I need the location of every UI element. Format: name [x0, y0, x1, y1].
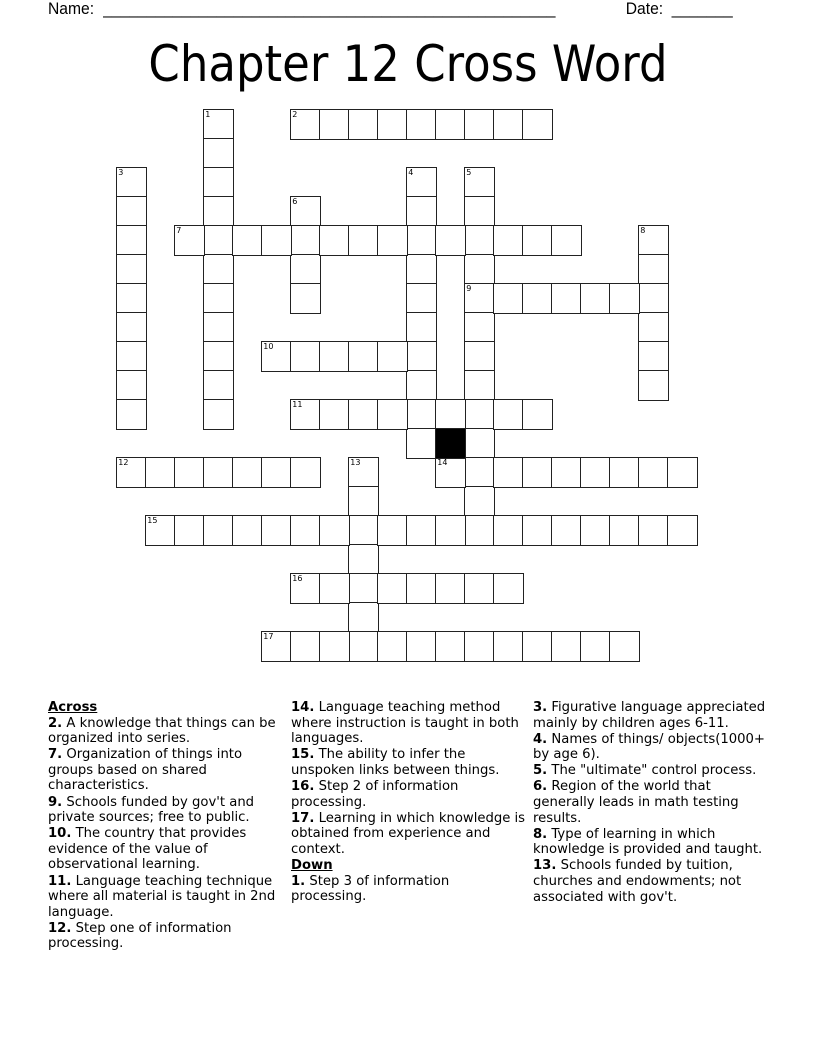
grid-cell[interactable]	[609, 283, 640, 314]
grid-cell[interactable]	[464, 457, 495, 488]
grid-cell[interactable]	[435, 109, 466, 140]
grid-cell[interactable]	[638, 515, 669, 546]
grid-cell[interactable]	[290, 515, 321, 546]
grid-cell[interactable]	[203, 109, 234, 140]
grid-cell[interactable]	[290, 254, 321, 285]
grid-cell[interactable]	[377, 573, 408, 604]
grid-cell[interactable]	[551, 283, 582, 314]
grid-cell[interactable]	[377, 109, 408, 140]
grid-cell[interactable]	[435, 457, 466, 488]
grid-cell[interactable]	[406, 515, 437, 546]
grid-cell[interactable]	[319, 225, 350, 256]
grid-cell[interactable]	[145, 515, 176, 546]
clue-down-5: 5. The "ultimate" control process.	[533, 763, 757, 779]
grid-cell[interactable]	[116, 457, 147, 488]
grid-cell[interactable]	[464, 515, 495, 546]
grid-cell[interactable]	[406, 109, 437, 140]
grid-cell[interactable]	[464, 283, 495, 314]
grid-cell[interactable]	[203, 254, 234, 285]
grid-cell[interactable]	[406, 167, 437, 198]
grid-cell[interactable]	[522, 225, 553, 256]
clue-across-16: 16. Step 2 of information processing.	[291, 778, 459, 810]
grid-cell[interactable]	[406, 341, 437, 372]
grid-cell[interactable]	[232, 225, 263, 256]
grid-cell[interactable]	[203, 196, 234, 227]
clue-down-8: 8. Type of learning in which knowledge is provided and taught.	[533, 826, 763, 858]
grid-cell[interactable]	[232, 457, 263, 488]
grid-cell[interactable]	[348, 225, 379, 256]
grid-cell[interactable]	[609, 631, 640, 662]
clue-across-2: 2. A knowledge that things can be organized into series.	[48, 715, 276, 747]
cell-number: 9	[466, 284, 472, 294]
grid-cell[interactable]	[551, 225, 582, 256]
grid-cell[interactable]	[203, 312, 234, 343]
clue-down-3: 3. Figurative language appreciated mainly by children ages 6-11.	[533, 700, 766, 731]
grid-cell[interactable]	[464, 109, 495, 140]
date-field[interactable]: _______	[671, 0, 733, 18]
cell-number: 6	[292, 197, 298, 207]
name-field[interactable]: ____________________________________________________	[103, 0, 556, 18]
clue-across-15: 15. The ability to infer the unspoken links between things.	[291, 747, 500, 778]
grid-cell[interactable]	[348, 573, 379, 604]
grid-cell[interactable]	[493, 457, 524, 488]
grid-cell[interactable]	[464, 341, 495, 372]
grid-cell[interactable]	[261, 225, 292, 256]
clue-across-7: 7. Organization of things into groups based on shared characteristics.	[48, 747, 243, 794]
grid-cell[interactable]	[348, 515, 379, 546]
grid-cell[interactable]	[435, 515, 466, 546]
grid-cell[interactable]	[116, 254, 147, 285]
grid-cell[interactable]	[203, 370, 234, 401]
grid-cell[interactable]	[203, 167, 234, 198]
grid-cell[interactable]	[464, 254, 495, 285]
grid-cell[interactable]	[464, 428, 495, 459]
grid-cell[interactable]	[522, 399, 553, 430]
grid-cell[interactable]	[203, 138, 234, 169]
grid-cell[interactable]	[319, 399, 350, 430]
grid-cell[interactable]	[116, 341, 147, 372]
grid-cell[interactable]	[638, 283, 669, 314]
cell-number: 4	[408, 168, 414, 178]
grid-cell[interactable]	[290, 631, 321, 662]
grid-cell[interactable]	[638, 341, 669, 372]
grid-cell[interactable]	[406, 428, 437, 459]
down-heading: Down	[291, 857, 333, 873]
grid-cell[interactable]	[493, 631, 524, 662]
date-label: Date:	[625, 0, 664, 18]
grid-cell[interactable]	[493, 225, 524, 256]
grid-cell[interactable]	[580, 631, 611, 662]
grid-cell[interactable]	[116, 167, 147, 198]
grid-cell[interactable]	[348, 457, 379, 488]
grid-cell[interactable]	[203, 283, 234, 314]
grid-cell[interactable]	[203, 341, 234, 372]
cell-number: 16	[292, 574, 303, 584]
grid-cell[interactable]	[522, 457, 553, 488]
grid-cell[interactable]	[464, 573, 495, 604]
grid-cell[interactable]	[290, 109, 321, 140]
grid-cell[interactable]	[522, 631, 553, 662]
grid-cell[interactable]	[638, 225, 669, 256]
grid-cell[interactable]	[609, 457, 640, 488]
grid-cell[interactable]	[551, 457, 582, 488]
grid-cell[interactable]	[522, 515, 553, 546]
grid-cell[interactable]	[667, 515, 698, 546]
grid-cell[interactable]	[290, 573, 321, 604]
cell-number: 14	[437, 458, 448, 468]
grid-cell[interactable]	[203, 399, 234, 430]
grid-cell[interactable]	[174, 515, 205, 546]
grid-cell[interactable]	[377, 225, 408, 256]
grid-cell[interactable]	[406, 631, 437, 662]
clue-across-9: 9. Schools funded by gov't and private sources; free to public.	[48, 794, 255, 826]
grid-cell[interactable]	[464, 196, 495, 227]
grid-cell[interactable]	[580, 515, 611, 546]
grid-cell[interactable]	[116, 225, 147, 256]
grid-cell[interactable]	[551, 515, 582, 546]
grid-cell[interactable]	[435, 573, 466, 604]
grid-cell[interactable]	[232, 515, 263, 546]
grid-cell[interactable]	[493, 109, 524, 140]
grid-cell[interactable]	[319, 515, 350, 546]
grid-cell[interactable]	[319, 573, 350, 604]
cell-number: 10	[263, 342, 274, 352]
name-label: Name:	[48, 0, 95, 18]
grid-cell[interactable]	[435, 225, 466, 256]
grid-cell[interactable]	[116, 196, 147, 227]
cell-number: 15	[147, 516, 158, 526]
cell-number: 8	[640, 226, 646, 236]
cell-number: 7	[176, 226, 182, 236]
grid-cell[interactable]	[406, 283, 437, 314]
grid-cell[interactable]	[348, 486, 379, 517]
grid-cell[interactable]	[377, 631, 408, 662]
clues-column-2	[291, 700, 526, 905]
grid-cell[interactable]	[290, 457, 321, 488]
grid-cell[interactable]	[319, 631, 350, 662]
grid-cell[interactable]	[406, 196, 437, 227]
grid-cell[interactable]	[464, 399, 495, 430]
grid-cell[interactable]	[435, 631, 466, 662]
grid-cell[interactable]	[290, 341, 321, 372]
grid-cell[interactable]	[609, 515, 640, 546]
cell-number: 3	[118, 168, 124, 178]
grid-cell[interactable]	[406, 312, 437, 343]
grid-cell[interactable]	[406, 225, 437, 256]
grid-cell[interactable]	[464, 225, 495, 256]
clues-column-3	[533, 700, 768, 906]
grid-cell[interactable]	[290, 225, 321, 256]
grid-cell[interactable]	[638, 254, 669, 285]
grid-cell[interactable]	[464, 167, 495, 198]
grid-cell[interactable]	[377, 399, 408, 430]
grid-cell[interactable]	[377, 515, 408, 546]
cell-number: 12	[118, 458, 129, 468]
cell-number: 11	[292, 400, 303, 410]
grid-cell[interactable]	[116, 283, 147, 314]
grid-cell[interactable]	[580, 457, 611, 488]
cell-number: 1	[205, 110, 211, 120]
across-heading: Across	[48, 700, 98, 715]
clue-down-1: 1. Step 3 of information processing.	[291, 873, 450, 905]
clue-down-6: 6. Region of the world that generally leads in math testing results.	[533, 779, 739, 826]
grid-cell[interactable]	[116, 399, 147, 430]
grid-cell[interactable]	[406, 370, 437, 401]
grid-cell[interactable]	[348, 602, 379, 633]
grid-cell[interactable]	[522, 109, 553, 140]
clue-across-12: 12. Step one of information processing.	[48, 920, 232, 952]
grid-cell[interactable]	[319, 109, 350, 140]
grid-cell[interactable]	[261, 457, 292, 488]
grid-cell[interactable]	[406, 254, 437, 285]
grid-cell[interactable]	[638, 312, 669, 343]
grid-cell[interactable]	[290, 399, 321, 430]
grid-cell[interactable]	[667, 457, 698, 488]
grid-cell[interactable]	[203, 457, 234, 488]
grid-cell[interactable]	[348, 544, 379, 575]
clue-down-13: 13. Schools funded by tuition, churches and endowments; not associated with gov't.	[533, 858, 742, 905]
clues-column-1	[48, 700, 283, 953]
clue-down-4: 4. Names of things/ objects(1000+ by age 6).	[533, 731, 765, 763]
grid-cell[interactable]	[261, 631, 292, 662]
grid-cell[interactable]	[290, 283, 321, 314]
grid-cell[interactable]	[319, 341, 350, 372]
grid-cell[interactable]	[116, 370, 147, 401]
clue-across-17: 17. Learning in which knowledge is obtained from experience and context.	[291, 810, 526, 857]
grid-cell[interactable]	[203, 225, 234, 256]
clue-across-11: 11. Language teaching technique where all material is taught in 2nd language.	[48, 873, 276, 920]
black-cell	[435, 428, 466, 459]
grid-cell[interactable]	[406, 399, 437, 430]
grid-cell[interactable]	[261, 515, 292, 546]
grid-cell[interactable]	[406, 573, 437, 604]
grid-cell[interactable]	[348, 631, 379, 662]
clue-across-10: 10. The country that provides evidence of the value of observational learning.	[48, 826, 247, 873]
grid-cell[interactable]	[580, 283, 611, 314]
grid-cell[interactable]	[464, 631, 495, 662]
grid-cell[interactable]	[174, 225, 205, 256]
grid-cell[interactable]	[493, 399, 524, 430]
grid-cell[interactable]	[348, 109, 379, 140]
cell-number: 2	[292, 110, 298, 120]
page-title: Chapter 12 Cross Word	[148, 35, 668, 93]
grid-cell[interactable]	[174, 457, 205, 488]
grid-cell[interactable]	[493, 283, 524, 314]
grid-cell[interactable]	[464, 486, 495, 517]
grid-cell[interactable]	[464, 312, 495, 343]
grid-cell[interactable]	[116, 312, 147, 343]
grid-cell[interactable]	[493, 573, 524, 604]
grid-cell[interactable]	[638, 457, 669, 488]
grid-cell[interactable]	[348, 399, 379, 430]
grid-cell[interactable]	[493, 515, 524, 546]
grid-cell[interactable]	[435, 399, 466, 430]
clue-across-14: 14. Language teaching method where instruction is taught in both languages.	[291, 700, 519, 747]
grid-cell[interactable]	[377, 341, 408, 372]
cell-number: 5	[466, 168, 472, 178]
grid-cell[interactable]	[290, 196, 321, 227]
cell-number: 13	[350, 458, 361, 468]
grid-cell[interactable]	[551, 631, 582, 662]
grid-cell[interactable]	[203, 515, 234, 546]
grid-cell[interactable]	[348, 341, 379, 372]
grid-cell[interactable]	[522, 283, 553, 314]
cell-number: 17	[263, 632, 274, 642]
grid-cell[interactable]	[464, 370, 495, 401]
grid-cell[interactable]	[145, 457, 176, 488]
grid-cell[interactable]	[261, 341, 292, 372]
grid-cell[interactable]	[638, 370, 669, 401]
